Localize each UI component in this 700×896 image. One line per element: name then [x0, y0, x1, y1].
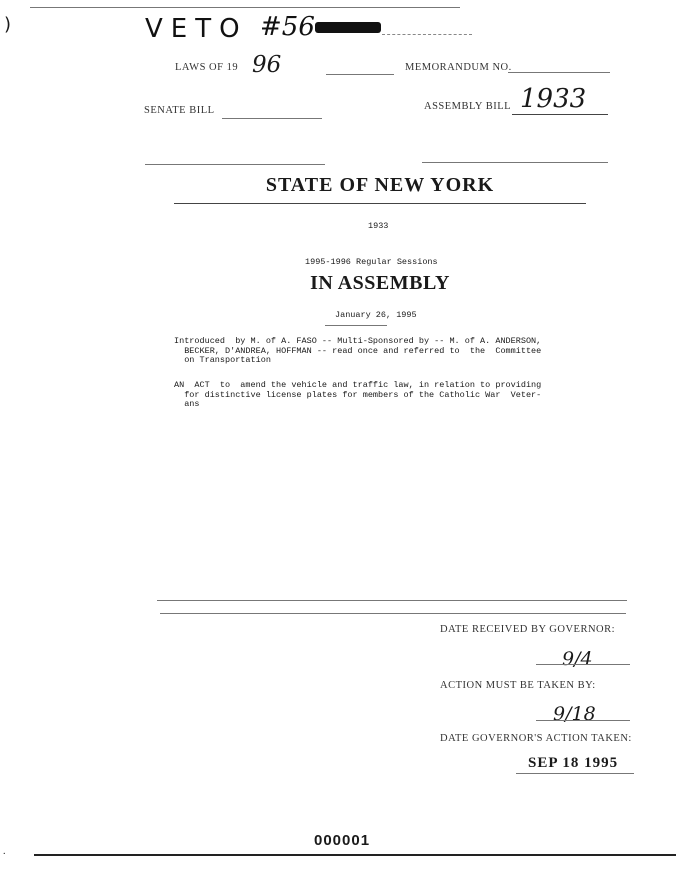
date-stamp: SEP 18 1995 — [528, 755, 619, 771]
taken-label: DATE GOVERNOR'S ACTION TAKEN: — [440, 733, 632, 744]
act-block — [174, 381, 541, 410]
veto-line — [382, 34, 472, 35]
introduced-line: BECKER, D'ANDREA, HOFFMAN -- read once and referred to the Committee — [174, 345, 542, 356]
separator-right — [422, 162, 608, 163]
laws-label: LAWS OF 19 — [175, 62, 239, 73]
act-line: ans — [174, 399, 200, 409]
received-value: 9/4 — [562, 648, 593, 670]
assembly-label: ASSEMBLY BILL — [424, 101, 512, 112]
laws-line — [326, 74, 394, 75]
date-rule — [325, 325, 387, 326]
introduced-block — [174, 337, 541, 366]
assembly-number: 1933 — [520, 84, 587, 114]
session: 1995-1996 Regular Sessions — [305, 257, 438, 267]
assembly-line — [512, 114, 608, 115]
laws-year: 96 — [252, 52, 282, 78]
page-number: 000001 — [314, 832, 371, 849]
senate-line — [222, 118, 322, 119]
redaction-mark — [315, 22, 381, 33]
lower-separator-1 — [157, 600, 627, 601]
received-label: DATE RECEIVED BY GOVERNOR: — [440, 624, 616, 635]
separator-left — [145, 164, 325, 165]
veto-label: VETO — [145, 14, 248, 44]
bottom-scan-line — [34, 854, 676, 856]
act-line: for distinctive license plates for members of the Catholic War Veter- — [174, 389, 542, 400]
margin-dot: . — [3, 846, 6, 857]
lower-separator-2 — [160, 613, 626, 614]
memo-label: MEMORANDUM NO. — [405, 62, 512, 73]
senate-label: SENATE BILL — [144, 105, 215, 116]
action-label: ACTION MUST BE TAKEN BY: — [440, 680, 596, 691]
memo-line — [508, 72, 610, 73]
bill-number: 1933 — [368, 221, 389, 231]
act-line: AN ACT to amend the vehicle and traffic law, in relation to providing — [174, 380, 542, 390]
received-line — [536, 664, 630, 665]
chamber: IN ASSEMBLY — [310, 272, 450, 294]
action-value: 9/18 — [553, 703, 596, 725]
introduced-line: Introduced by M. of A. FASO -- Multi-Sponsored by -- M. of A. ANDERSON, — [174, 336, 542, 346]
bill-date: January 26, 1995 — [335, 310, 417, 320]
margin-mark: ) — [4, 14, 12, 35]
taken-line — [516, 773, 634, 774]
top-scan-line — [30, 7, 460, 8]
state-title: STATE OF NEW YORK — [265, 174, 495, 196]
introduced-line: on Transportation — [174, 355, 271, 365]
title-rule — [174, 203, 586, 204]
action-line — [536, 720, 630, 721]
veto-number: #56 — [260, 12, 315, 42]
